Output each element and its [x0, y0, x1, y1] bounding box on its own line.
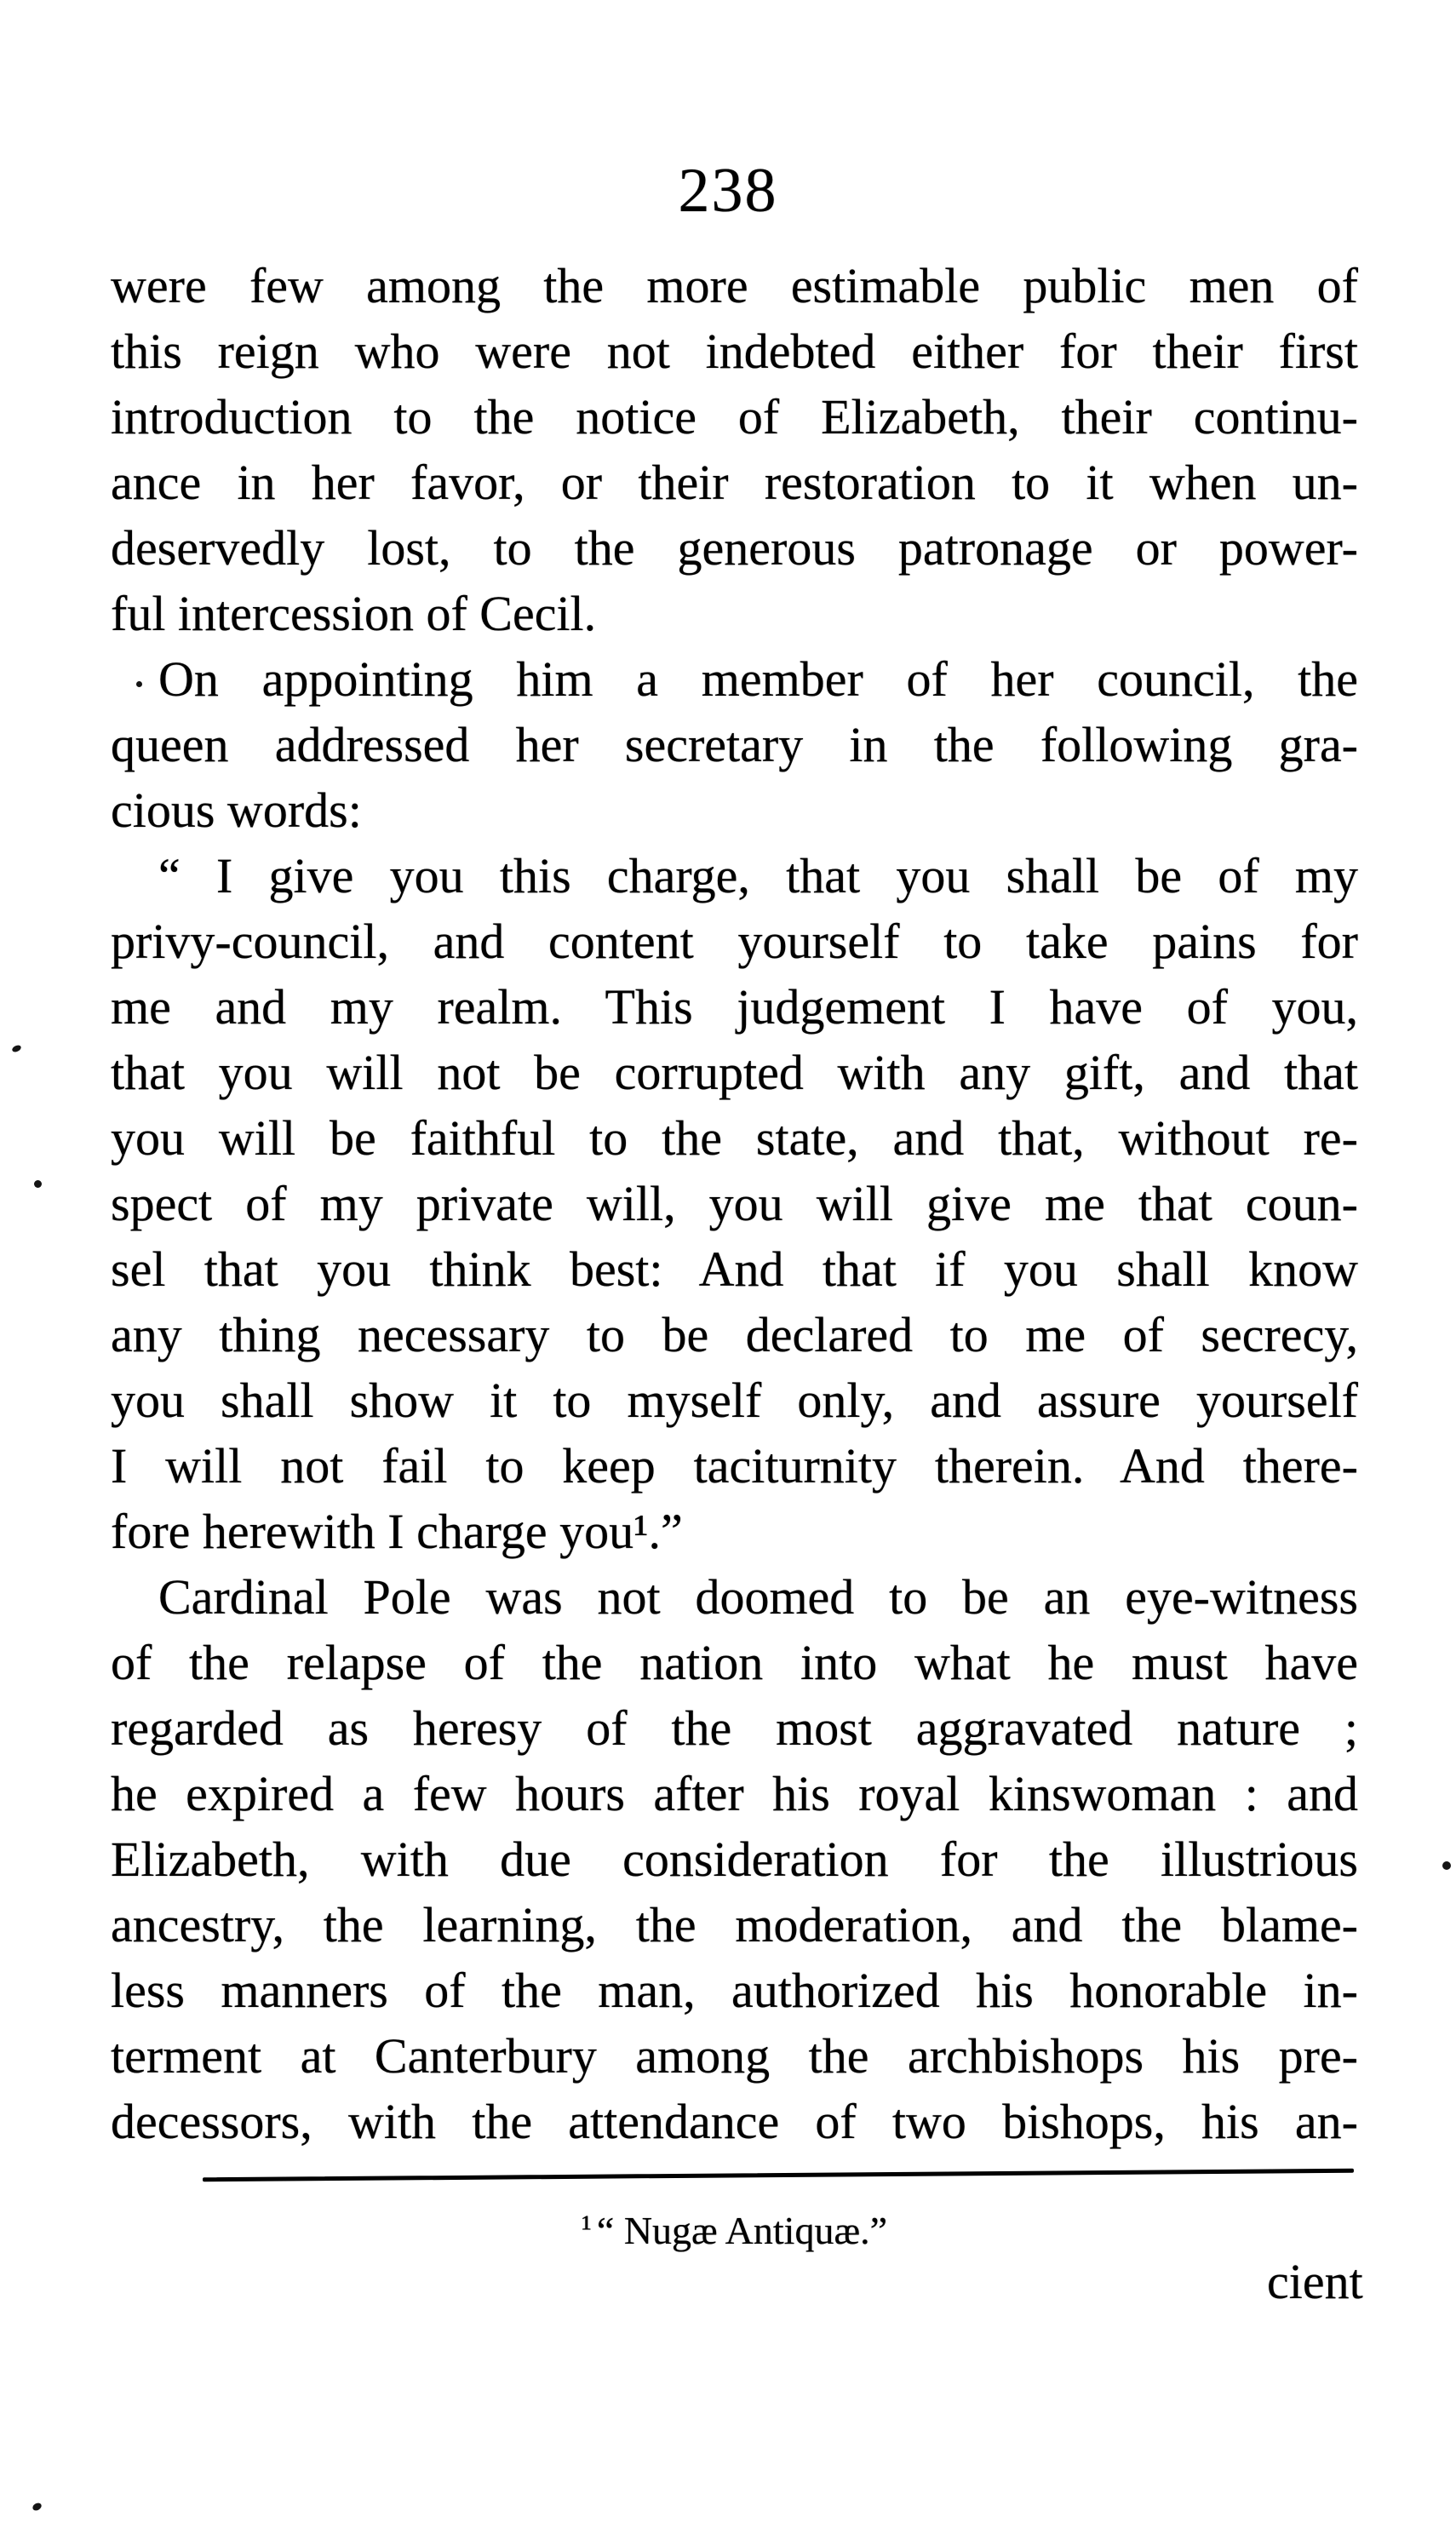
text-line: ancestry, the learning, the moderation, and the blame- — [111, 1897, 1358, 1952]
text-line: regarded as heresy of the most aggravated nature ; — [111, 1700, 1358, 1756]
text-line: I will not fail to keep taciturnity therein. And there- — [111, 1438, 1358, 1493]
text-line: deservedly lost, to the generous patronage or power- — [111, 520, 1358, 576]
footnote — [111, 2207, 1358, 2253]
text-line: introduction to the notice of Elizabeth, their continu- — [111, 389, 1358, 444]
text-line: any thing necessary to be declared to me of secrecy, — [111, 1307, 1358, 1362]
text-line: decessors, with the attendance of two bishops, his an- — [111, 2094, 1358, 2149]
footnote-marker: ¹ — [581, 2208, 592, 2246]
footnote-rule — [203, 2169, 1354, 2182]
text-line: were few among the more estimable public men of — [111, 258, 1358, 313]
text-line: you shall show it to myself only, and assure yourself — [111, 1373, 1358, 1428]
text-line: Elizabeth, with due consideration for the illustrious — [111, 1832, 1358, 1887]
text-line: spect of my private will, you will give me that coun- — [111, 1176, 1358, 1231]
ink-speck — [34, 1180, 42, 1188]
text-line: you will be faithful to the state, and that, without re- — [111, 1110, 1358, 1166]
text-line: of the relapse of the nation into what he must have — [111, 1635, 1358, 1690]
catchword: cient — [1267, 2254, 1363, 2309]
page-number: 238 — [678, 156, 778, 226]
text-line: less manners of the man, authorized his honorable in- — [111, 1963, 1358, 2018]
footnote-text: “ Nugæ Antiquæ.” — [596, 2209, 888, 2252]
text-line: ance in her favor, or their restoration to it when un- — [111, 455, 1358, 510]
text-line: that you will not be corrupted with any gift, and that — [111, 1045, 1358, 1100]
text-line: Cardinal Pole was not doomed to be an eye-witness — [158, 1569, 1358, 1625]
text-line: me and my realm. This judgement I have of you, — [111, 979, 1358, 1035]
text-line: sel that you think best: And that if you shall know — [111, 1241, 1358, 1297]
text-line: ful intercession of Cecil. — [111, 586, 597, 641]
text-line: queen addressed her secretary in the following gra- — [111, 717, 1358, 772]
ink-speck — [11, 1044, 22, 1053]
ink-speck — [1442, 1861, 1451, 1870]
ink-speck — [136, 681, 142, 687]
text-line: terment at Canterbury among the archbishops his pre- — [111, 2028, 1358, 2084]
text-block — [111, 253, 1358, 2154]
text-line: cious words: — [111, 783, 362, 838]
text-line: On appointing him a member of her council, the — [158, 651, 1358, 707]
text-line: this reign who were not indebted either for their first — [111, 324, 1358, 379]
text-line: he expired a few hours after his royal kinswoman : and — [111, 1766, 1358, 1821]
ink-speck — [32, 2502, 43, 2512]
text-line: fore herewith I charge you¹.” — [111, 1504, 683, 1559]
text-line: “ I give you this charge, that you shall be of my — [158, 848, 1358, 903]
text-line: privy-council, and content yourself to take pains for — [111, 914, 1358, 969]
